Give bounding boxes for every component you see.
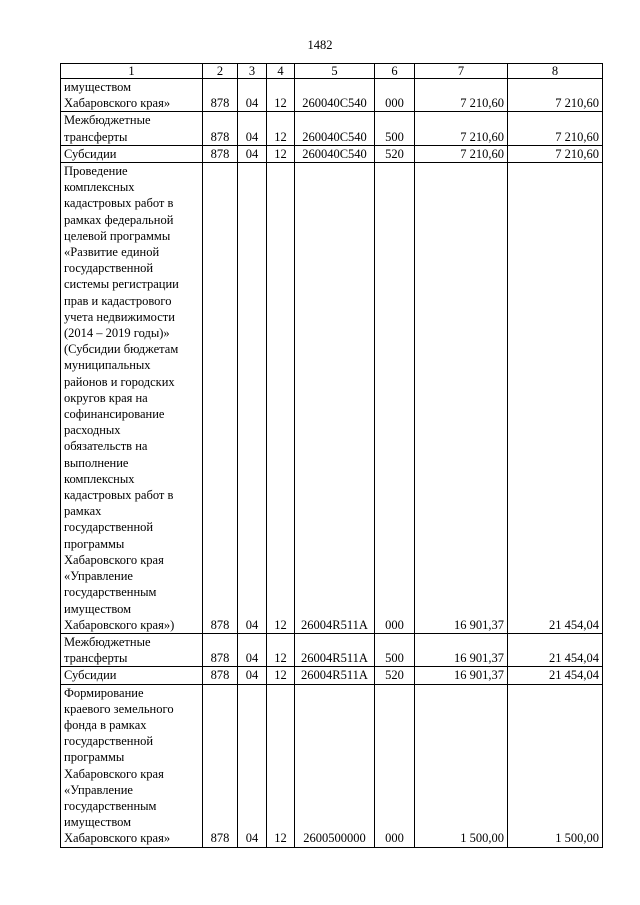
row-name-line: краевого земельного bbox=[64, 701, 174, 716]
row-name-line: районов и городских bbox=[64, 374, 175, 389]
target-article-cell: 26004R511A bbox=[295, 163, 375, 634]
row-name-line: Субсидии bbox=[64, 146, 117, 161]
admin-code-cell: 878 bbox=[203, 667, 238, 684]
table-row bbox=[61, 79, 603, 112]
subsection-code-cell: 12 bbox=[267, 112, 295, 145]
section-code-cell: 04 bbox=[238, 112, 267, 145]
row-name-line: программы bbox=[64, 536, 125, 551]
row-name-line: Межбюджетные bbox=[64, 634, 151, 649]
amount-1-cell: 1 500,00 bbox=[415, 684, 508, 847]
row-name-line: учета недвижимости bbox=[64, 309, 175, 324]
amount-2-cell: 7 210,60 bbox=[508, 79, 603, 112]
row-name-line: Хабаровского края» bbox=[64, 96, 171, 111]
row-name-line: системы регистрации bbox=[64, 277, 179, 292]
amount-1-cell: 7 210,60 bbox=[415, 112, 508, 145]
section-code-cell: 04 bbox=[238, 667, 267, 684]
table-body bbox=[61, 79, 603, 848]
amount-2-cell: 7 210,60 bbox=[508, 112, 603, 145]
row-name-line: Хабаровского края bbox=[64, 766, 164, 781]
row-name-line: имуществом bbox=[64, 601, 132, 616]
amount-2-cell: 21 454,04 bbox=[508, 163, 603, 634]
col-header-6: 6 bbox=[375, 64, 415, 79]
row-name-line: государственной bbox=[64, 261, 154, 276]
section-code-cell: 04 bbox=[238, 684, 267, 847]
col-header-5: 5 bbox=[295, 64, 375, 79]
subsection-code-cell: 12 bbox=[267, 633, 295, 666]
admin-code-cell: 878 bbox=[203, 633, 238, 666]
amount-2-cell: 7 210,60 bbox=[508, 145, 603, 162]
row-name-line: округов края на bbox=[64, 390, 148, 405]
col-header-7: 7 bbox=[415, 64, 508, 79]
row-name-line: (2014 – 2019 годы)» bbox=[64, 326, 170, 341]
subsection-code-cell: 12 bbox=[267, 145, 295, 162]
row-name-line: государственным bbox=[64, 798, 157, 813]
row-name-line: «Управление bbox=[64, 569, 133, 584]
col-header-1: 1 bbox=[61, 64, 203, 79]
target-article-cell: 260040С540 bbox=[295, 112, 375, 145]
row-name-line: (Субсидии бюджетам bbox=[64, 342, 179, 357]
table-row bbox=[61, 163, 603, 634]
row-name-line: муниципальных bbox=[64, 358, 151, 373]
row-name-line: Хабаровского края» bbox=[64, 831, 171, 846]
row-name-line: комплексных bbox=[64, 471, 135, 486]
col-header-3: 3 bbox=[238, 64, 267, 79]
admin-code-cell: 878 bbox=[203, 684, 238, 847]
amount-1-cell: 16 901,37 bbox=[415, 163, 508, 634]
expense-type-cell: 520 bbox=[375, 145, 415, 162]
section-code-cell: 04 bbox=[238, 79, 267, 112]
expense-type-cell: 500 bbox=[375, 633, 415, 666]
target-article-cell: 260040С540 bbox=[295, 145, 375, 162]
row-name-cell bbox=[61, 633, 203, 666]
row-name-cell bbox=[61, 79, 203, 112]
row-name-line: рамках bbox=[64, 504, 102, 519]
target-article-cell: 2600500000 bbox=[295, 684, 375, 847]
amount-2-cell: 1 500,00 bbox=[508, 684, 603, 847]
row-name-line: «Управление bbox=[64, 782, 133, 797]
amount-1-cell: 7 210,60 bbox=[415, 145, 508, 162]
row-name-line: имуществом bbox=[64, 815, 132, 830]
row-name-line: кадастровых работ в bbox=[64, 488, 174, 503]
row-name-line: трансферты bbox=[64, 129, 128, 144]
row-name-line: прав и кадастрового bbox=[64, 293, 172, 308]
row-name-line: расходных bbox=[64, 423, 121, 438]
row-name-line: Межбюджетные bbox=[64, 113, 151, 128]
table-row bbox=[61, 145, 603, 162]
row-name-line: рамках федеральной bbox=[64, 212, 174, 227]
table-row bbox=[61, 112, 603, 145]
amount-1-cell: 16 901,37 bbox=[415, 667, 508, 684]
row-name-cell bbox=[61, 163, 203, 634]
budget-table bbox=[60, 63, 603, 848]
row-name-line: Субсидии bbox=[64, 668, 117, 683]
row-name-line: комплексных bbox=[64, 180, 135, 195]
subsection-code-cell: 12 bbox=[267, 163, 295, 634]
admin-code-cell: 878 bbox=[203, 145, 238, 162]
row-name-line: трансферты bbox=[64, 651, 128, 666]
table-row bbox=[61, 633, 603, 666]
row-name-line: имуществом bbox=[64, 80, 132, 94]
subsection-code-cell: 12 bbox=[267, 79, 295, 112]
expense-type-cell: 500 bbox=[375, 112, 415, 145]
row-name-line: Хабаровского края») bbox=[64, 617, 175, 632]
row-name-line: выполнение bbox=[64, 455, 129, 470]
row-name-line: кадастровых работ в bbox=[64, 196, 174, 211]
amount-2-cell: 21 454,04 bbox=[508, 633, 603, 666]
section-code-cell: 04 bbox=[238, 145, 267, 162]
header-row bbox=[61, 64, 603, 79]
row-name-cell bbox=[61, 667, 203, 684]
row-name-line: Проведение bbox=[64, 164, 128, 179]
row-name-line: Формирование bbox=[64, 685, 144, 700]
admin-code-cell: 878 bbox=[203, 163, 238, 634]
section-code-cell: 04 bbox=[238, 163, 267, 634]
table-row bbox=[61, 667, 603, 684]
expense-type-cell: 000 bbox=[375, 163, 415, 634]
row-name-cell bbox=[61, 684, 203, 847]
row-name-line: софинансирование bbox=[64, 407, 165, 422]
admin-code-cell: 878 bbox=[203, 112, 238, 145]
row-name-line: обязательств на bbox=[64, 439, 148, 454]
row-name-line: программы bbox=[64, 750, 125, 765]
subsection-code-cell: 12 bbox=[267, 684, 295, 847]
admin-code-cell: 878 bbox=[203, 79, 238, 112]
expense-type-cell: 520 bbox=[375, 667, 415, 684]
subsection-code-cell: 12 bbox=[267, 667, 295, 684]
row-name-line: Хабаровского края bbox=[64, 552, 164, 567]
section-code-cell: 04 bbox=[238, 633, 267, 666]
row-name-line: «Развитие единой bbox=[64, 245, 160, 260]
target-article-cell: 26004R511A bbox=[295, 633, 375, 666]
row-name-cell bbox=[61, 145, 203, 162]
expense-type-cell: 000 bbox=[375, 684, 415, 847]
col-header-2: 2 bbox=[203, 64, 238, 79]
amount-1-cell: 7 210,60 bbox=[415, 79, 508, 112]
amount-2-cell: 21 454,04 bbox=[508, 667, 603, 684]
row-name-line: государственной bbox=[64, 520, 154, 535]
row-name-line: государственным bbox=[64, 585, 157, 600]
table-row bbox=[61, 684, 603, 847]
row-name-line: государственной bbox=[64, 734, 154, 749]
target-article-cell: 26004R511A bbox=[295, 667, 375, 684]
expense-type-cell: 000 bbox=[375, 79, 415, 112]
target-article-cell: 260040С540 bbox=[295, 79, 375, 112]
amount-1-cell: 16 901,37 bbox=[415, 633, 508, 666]
row-name-line: фонда в рамках bbox=[64, 717, 147, 732]
col-header-8: 8 bbox=[508, 64, 603, 79]
col-header-4: 4 bbox=[267, 64, 295, 79]
row-name-cell bbox=[61, 112, 203, 145]
row-name-line: целевой программы bbox=[64, 228, 171, 243]
page-number: 1482 bbox=[307, 38, 333, 52]
